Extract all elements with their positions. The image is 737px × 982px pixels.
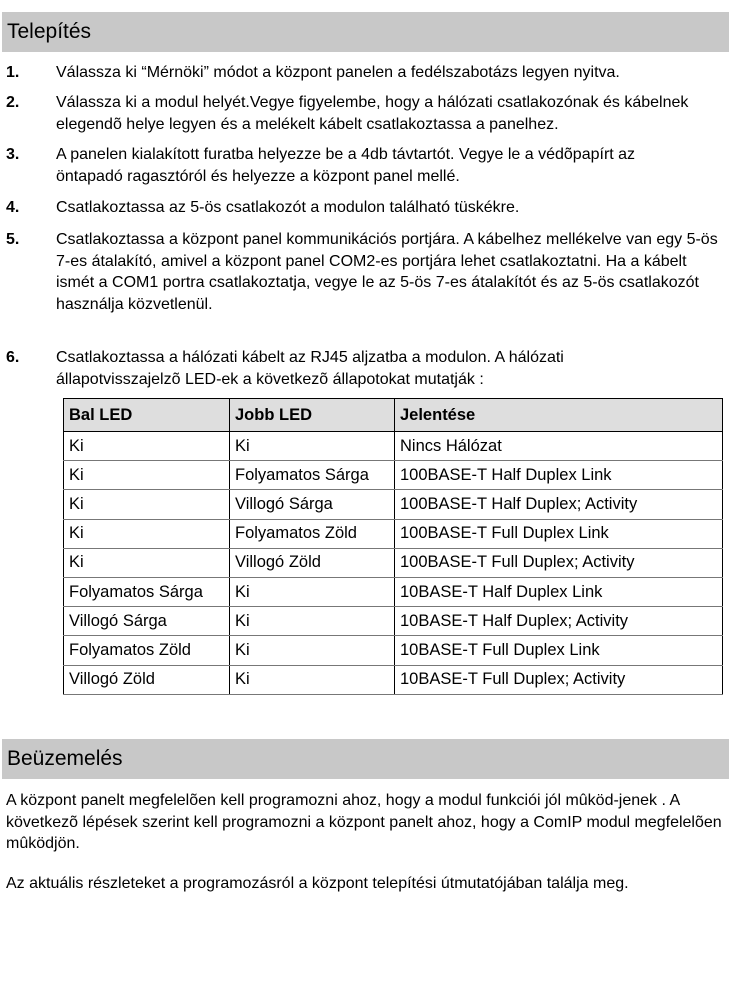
table-row (64, 607, 723, 636)
table-cell: Villogó Zöld (230, 548, 395, 577)
commissioning-paragraph-2: Az aktuális részleteket a programozásról a központ telepítési útmutatójában találja meg. (6, 875, 629, 892)
section-title-commissioning: Beüzemelés (7, 747, 123, 770)
column-header-right-led: Jobb LED (230, 399, 395, 432)
table-cell: Ki (230, 577, 395, 606)
table-row (64, 432, 723, 461)
table-cell: Ki (230, 665, 395, 694)
table-cell: 10BASE-T Half Duplex Link (395, 577, 723, 606)
column-header-meaning: Jelentése (395, 399, 723, 432)
led-status-table (63, 398, 723, 695)
table-cell: Ki (230, 607, 395, 636)
section-header-commissioning (2, 739, 729, 779)
table-row (64, 519, 723, 548)
table-cell: Folyamatos Zöld (64, 636, 230, 665)
table-cell: 100BASE-T Half Duplex Link (395, 461, 723, 490)
step-number: 6. (6, 349, 20, 366)
table-row (64, 577, 723, 606)
table-row (64, 461, 723, 490)
table-cell: 10BASE-T Full Duplex Link (395, 636, 723, 665)
table-cell: 10BASE-T Half Duplex; Activity (395, 607, 723, 636)
step-text: Csatlakoztassa a hálózati kábelt az RJ45 aljzatba a modulon. A hálózati állapotvisszajelzõ LED-ek a következõ állapotokat mutatják : (56, 349, 564, 388)
commissioning-paragraph-1: A központ panelt megfelelõen kell programozni ahoz, hogy a modul funkciói jól mûköd-jenek . A következõ lépések szerint kell programozni a központ panelt ahoz, hogy a ComIP modul megfelelõen mûködjön. (6, 792, 722, 852)
table-cell: Ki (230, 636, 395, 665)
step-number: 2. (6, 94, 20, 111)
step-text: Válassza ki “Mérnöki” módot a központ panelen a fedélszabotázs legyen nyitva. (56, 64, 620, 81)
table-row (64, 548, 723, 577)
table-cell: Folyamatos Sárga (230, 461, 395, 490)
section-header-install (2, 12, 729, 52)
section-title-install: Telepítés (7, 20, 92, 43)
table-cell: Ki (64, 548, 230, 577)
step-text: Csatlakoztassa az 5-ös csatlakozót a modulon található tüskékre. (56, 199, 520, 216)
step-number: 5. (6, 231, 20, 248)
column-header-left-led: Bal LED (64, 399, 230, 432)
step-number: 3. (6, 146, 20, 163)
table-row (64, 490, 723, 519)
table-cell: Ki (64, 490, 230, 519)
table-cell: Ki (230, 432, 395, 461)
table-cell: Villogó Sárga (230, 490, 395, 519)
table-cell: Folyamatos Zöld (230, 519, 395, 548)
step-number: 1. (6, 64, 20, 81)
step-text: Csatlakoztassa a központ panel kommunikációs portjára. A kábelhez mellékelve van egy 5-ös 7-es átalakító, amivel a központ panel COM2-es portjára lehet csatlakoztatni. Ha a kábelt ismét a COM1 portra csatlakoztatja, vegye le az 5-ös 7-es átalakítót és az 5-ös csatlakozót használja közvetlenül. (56, 231, 718, 313)
table-cell: 10BASE-T Full Duplex; Activity (395, 665, 723, 694)
table-row (64, 665, 723, 694)
table-cell: Folyamatos Sárga (64, 577, 230, 606)
table-cell: Villogó Zöld (64, 665, 230, 694)
step-text: Válassza ki a modul helyét.Vegye figyelembe, hogy a hálózati csatlakozónak és kábelnek elegendõ helye legyen és a melékelt kábelt csatlakoztassa a panelhez. (56, 94, 689, 133)
step-text: A panelen kialakított furatba helyezze be a 4db távtartót. Vegye le a védõpapírt az öntapadó ragasztóról és helyezze a központ panel mellé. (56, 146, 636, 185)
table-cell: Villogó Sárga (64, 607, 230, 636)
table-cell: Ki (64, 519, 230, 548)
table-cell: Ki (64, 432, 230, 461)
table-header-row (64, 399, 723, 432)
table-cell: 100BASE-T Half Duplex; Activity (395, 490, 723, 519)
table-cell: 100BASE-T Full Duplex Link (395, 519, 723, 548)
table-cell: Nincs Hálózat (395, 432, 723, 461)
step-number: 4. (6, 199, 20, 216)
table-row (64, 636, 723, 665)
table-cell: Ki (64, 461, 230, 490)
table-cell: 100BASE-T Full Duplex; Activity (395, 548, 723, 577)
